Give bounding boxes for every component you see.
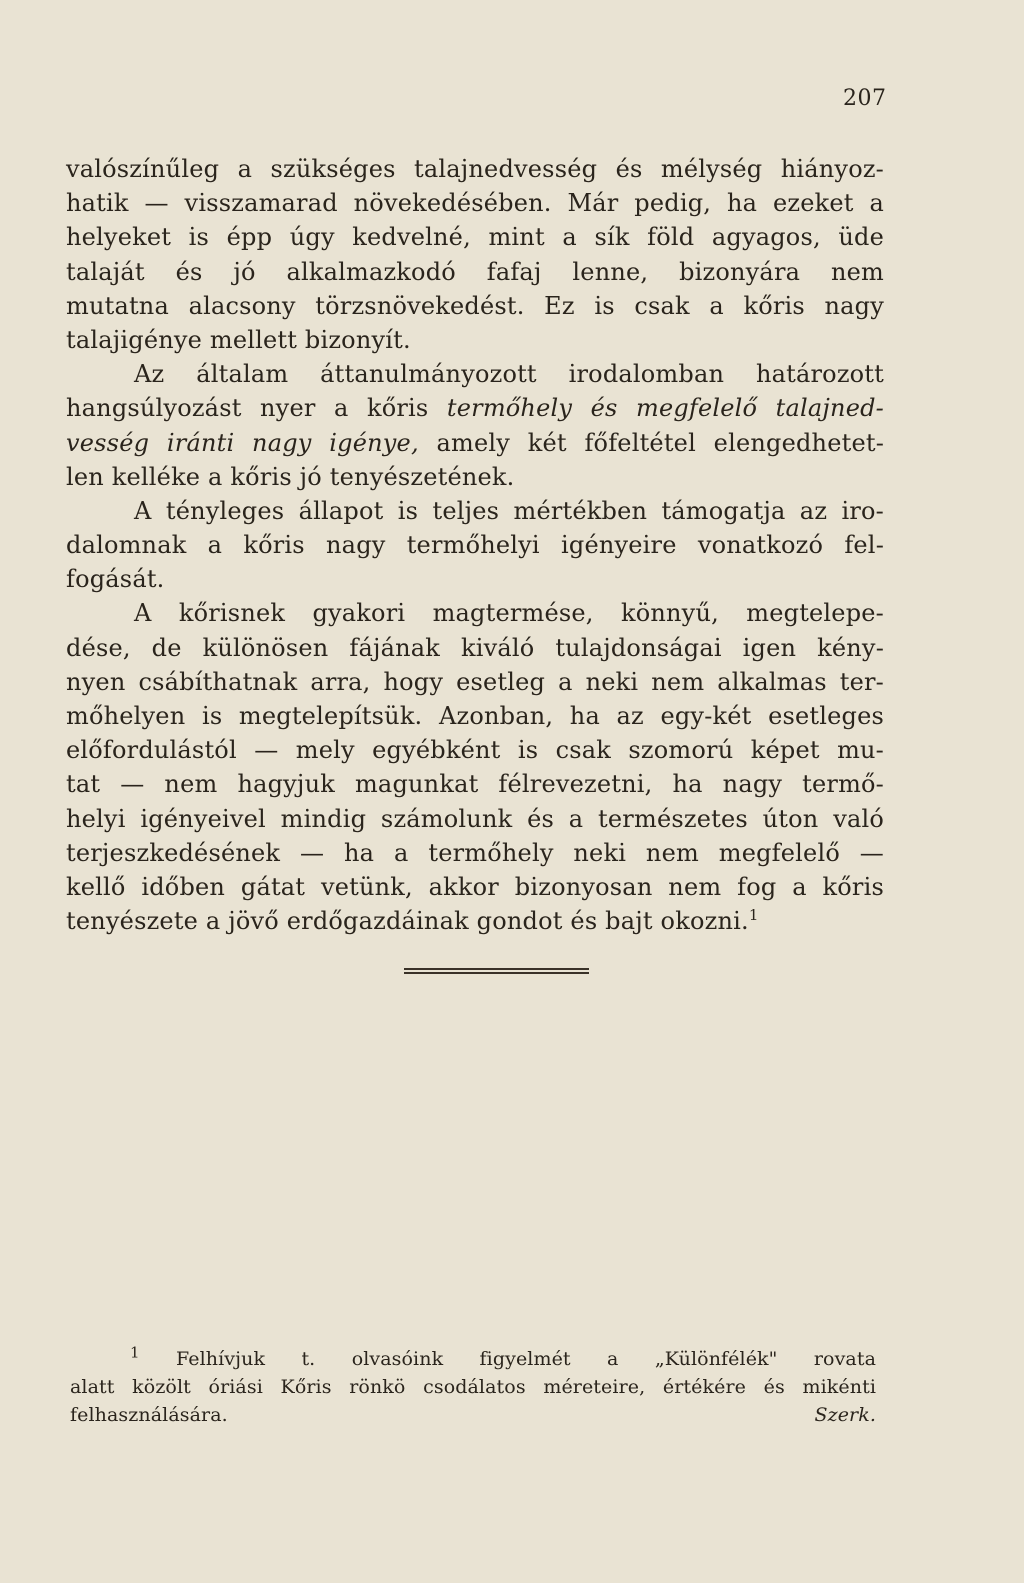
text-line: A kőrisnek gyakori magtermése, könnyű, megtelepe- — [134, 599, 884, 628]
text-segment: amely két főfeltétel elengedhetet- — [418, 428, 885, 457]
text-line: talajigénye mellett bizonyít. — [66, 325, 411, 354]
text-line: nyen csábíthatnak arra, hogy esetleg a neki nem alkalmas ter- — [66, 667, 884, 696]
text-line: Az általam áttanulmányozott irodalomban határozott — [134, 360, 884, 389]
text-line: A tényleges állapot is teljes mértékben támogatja az iro- — [134, 496, 884, 525]
text-line: tat — nem hagyjuk magunkat félrevezetni, ha nagy termő- — [66, 770, 884, 799]
text-line: helyeket is épp úgy kedvelné, mint a sík föld agyagos, üde — [66, 223, 884, 252]
text-segment: tenyészete a jövő erdőgazdáinak gondot és bajt okozni. — [66, 907, 749, 936]
body-text — [66, 152, 884, 938]
italic-segment: termőhely és megfelelő talajned- — [446, 394, 884, 423]
text-segment: hangsúlyozást nyer a kőris — [66, 394, 447, 423]
text-segment: felhasználására. — [70, 1404, 228, 1426]
text-line: előfordulástól — mely egyébként is csak szomorú képet mu- — [66, 736, 884, 765]
footnote-mark: 1 — [748, 906, 759, 925]
section-separator — [404, 968, 589, 977]
page-number: 207 — [843, 86, 887, 111]
text-line: dalomnak a kőris nagy termőhelyi igényeire vonatkozó fel- — [66, 531, 884, 560]
text-line: mőhelyen is megtelepítsük. Azonban, ha az egy-két esetleges — [66, 702, 884, 730]
text-line: terjeszkedésének — ha a termőhely neki nem megfelelő — — [66, 838, 884, 867]
footnote-number: 1 — [130, 1343, 140, 1362]
text-line — [66, 391, 884, 425]
text-line: fogását. — [66, 565, 165, 594]
footnote-line — [70, 1401, 876, 1429]
text-line: mutatna alacsony törzsnövekedést. Ez is csak a kőris nagy — [66, 291, 884, 320]
text-line: len kelléke a kőris jó tenyészetének. — [66, 462, 515, 491]
text-line: valószínűleg a szükséges talajnedvesség és mélység hiányoz- — [66, 155, 884, 183]
footnote-line — [70, 1345, 876, 1373]
text-line: talaját és jó alkalmazkodó fafaj lenne, bizonyára nem — [66, 257, 884, 286]
text-line — [66, 426, 884, 460]
footnote-line: alatt közölt óriási Kőris rönkö csodálatos méreteire, értékére és mikénti — [70, 1376, 876, 1398]
footnote-signature: Szerk. — [814, 1404, 876, 1426]
text-line — [66, 904, 884, 938]
text-line: hatik — visszamarad növekedésében. Már pedig, ha ezeket a — [66, 189, 884, 218]
italic-segment: vesség iránti nagy igénye, — [66, 428, 419, 457]
text-line: dése, de különösen fájának kiváló tulajdonságai igen kény- — [66, 633, 884, 662]
text-line: kellő időben gátat vetünk, akkor bizonyosan nem fog a kőris — [66, 872, 884, 901]
text-segment: Felhívjuk t. olvasóink figyelmét a „Különfélék" rovata — [176, 1348, 876, 1370]
text-line: helyi igényeivel mindig számolunk és a természetes úton való — [66, 804, 884, 833]
footnote — [70, 1345, 876, 1429]
